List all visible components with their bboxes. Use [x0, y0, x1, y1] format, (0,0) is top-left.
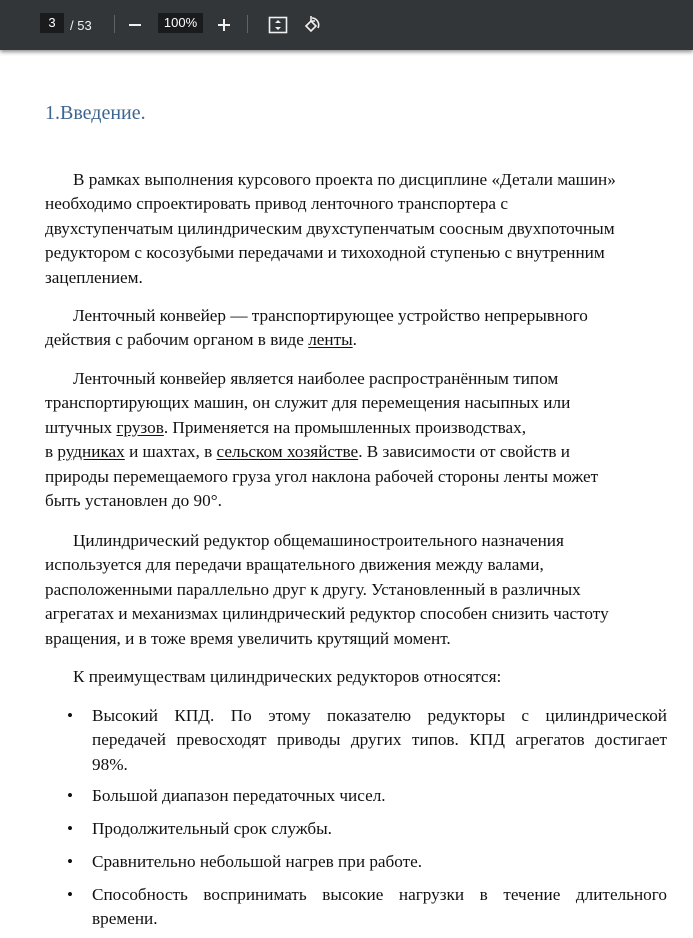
- zoom-out-button[interactable]: [128, 0, 142, 50]
- text-span: В рамках выполнения курсового проекта по дисциплине «Детали машин»: [73, 170, 616, 189]
- text-line: Большой диапазон передаточных чисел.: [92, 786, 386, 805]
- paragraph: [45, 665, 665, 689]
- bullet-icon: •: [67, 819, 74, 838]
- text-span: Цилиндрический редуктор общемашиностроительного назначения: [73, 531, 564, 550]
- text-line: [45, 304, 665, 328]
- text-line: Продолжительный срок службы.: [92, 819, 332, 838]
- paragraph: [45, 367, 665, 513]
- text-span: необходимо спроектировать привод ленточного транспортера с: [45, 194, 508, 214]
- section-heading: 1.Введение.: [45, 102, 146, 124]
- paragraph: [45, 168, 665, 290]
- bullet-icon: •: [67, 885, 74, 904]
- hyperlink[interactable]: ленты: [308, 330, 353, 350]
- zoom-input[interactable]: 100%: [158, 13, 203, 33]
- text-line: [45, 217, 665, 241]
- text-line: [45, 553, 665, 577]
- text-span: Ленточный конвейер является наиболее распространённым типом: [73, 369, 559, 388]
- text-line: [45, 665, 665, 689]
- text-span: К преимуществам цилиндрических редукторов относятся:: [73, 667, 502, 686]
- list-item: [45, 784, 667, 808]
- fit-to-page-icon: [268, 16, 288, 34]
- text-line: [45, 241, 665, 265]
- text-span: используется для передачи вращательного движения между валами,: [45, 555, 544, 575]
- text-line: Сравнительно небольшой нагрев при работе.: [92, 852, 423, 871]
- rotate-button[interactable]: [303, 0, 323, 50]
- text-line: [45, 489, 665, 513]
- bullet-icon: •: [67, 786, 74, 805]
- text-span: редуктором с косозубыми передачами и тихоходной ступенью с внутренним: [45, 243, 605, 263]
- pdf-toolbar: [0, 0, 693, 50]
- text-span: вращения, и в тоже время увеличить крутящий момент.: [45, 628, 451, 648]
- rotate-icon: [303, 15, 323, 35]
- bullet-icon: •: [67, 852, 74, 871]
- text-line: [45, 266, 665, 290]
- list-item: [45, 817, 667, 841]
- text-line: времени.: [92, 909, 158, 929]
- text-span: в: [45, 442, 58, 462]
- page-total: / 53: [70, 17, 92, 33]
- text-line: [45, 529, 665, 553]
- paragraph: [45, 304, 665, 353]
- text-span: действия с рабочим органом в виде: [45, 330, 309, 350]
- bullet-icon: •: [67, 706, 74, 725]
- text-line: Высокий КПД. По этому показателю редукторы с цилиндрической: [92, 706, 667, 725]
- text-line: [45, 440, 665, 464]
- text-line: [45, 416, 665, 440]
- hyperlink[interactable]: грузов: [116, 417, 164, 437]
- text-span: двухступенчатым цилиндрическим двухступенчатым соосным двухпоточным: [45, 218, 615, 238]
- text-line: [45, 328, 665, 352]
- text-span: . В зависимости от свойств и: [358, 442, 570, 462]
- text-span: природы перемещаемого груза угол наклона рабочей стороны ленты может: [45, 466, 599, 486]
- text-span: расположенными параллельно друг к другу. Установленный в различных: [45, 579, 581, 599]
- text-span: быть установлен до 90°.: [45, 491, 222, 511]
- text-span: агрегатах и механизмах цилиндрический редуктор способен снизить частоту: [45, 604, 609, 624]
- divider: [247, 15, 248, 33]
- text-span: транспортирующих машин, он служит для перемещения насыпных или: [45, 393, 571, 413]
- list-item: [45, 883, 667, 932]
- hyperlink[interactable]: сельском хозяйстве: [216, 442, 359, 462]
- text-span: Ленточный конвейер — транспортирующее устройство непрерывного: [73, 306, 588, 325]
- text-line: [45, 627, 665, 651]
- text-line: [45, 465, 665, 489]
- text-line: Способность воспринимать высокие нагрузки в течение длительного: [92, 885, 667, 904]
- text-span: зацеплением.: [45, 267, 143, 287]
- text-line: передачей превосходят приводы других типов. КПД агрегатов достигает: [92, 730, 667, 750]
- hyperlink[interactable]: рудниках: [57, 442, 125, 462]
- paragraph: [45, 529, 665, 651]
- page-number-input[interactable]: 3: [40, 13, 64, 33]
- text-span: . Применяется на промышленных производствах,: [163, 417, 527, 437]
- text-span: штучных: [45, 417, 117, 437]
- divider: [114, 15, 115, 33]
- text-line: [45, 192, 665, 216]
- text-span: и шахтах, в: [124, 442, 217, 462]
- list-item: [45, 850, 667, 874]
- text-line: [45, 168, 665, 192]
- text-line: [45, 602, 665, 626]
- zoom-in-button[interactable]: [217, 0, 231, 50]
- text-span: .: [352, 330, 357, 350]
- text-line: [45, 391, 665, 415]
- text-line: [45, 578, 665, 602]
- text-line: [45, 367, 665, 391]
- text-line: 98%.: [92, 754, 128, 774]
- plus-icon: [217, 18, 231, 32]
- minus-icon: [128, 18, 142, 32]
- list-item: [45, 704, 667, 777]
- fit-to-page-button[interactable]: [268, 0, 288, 50]
